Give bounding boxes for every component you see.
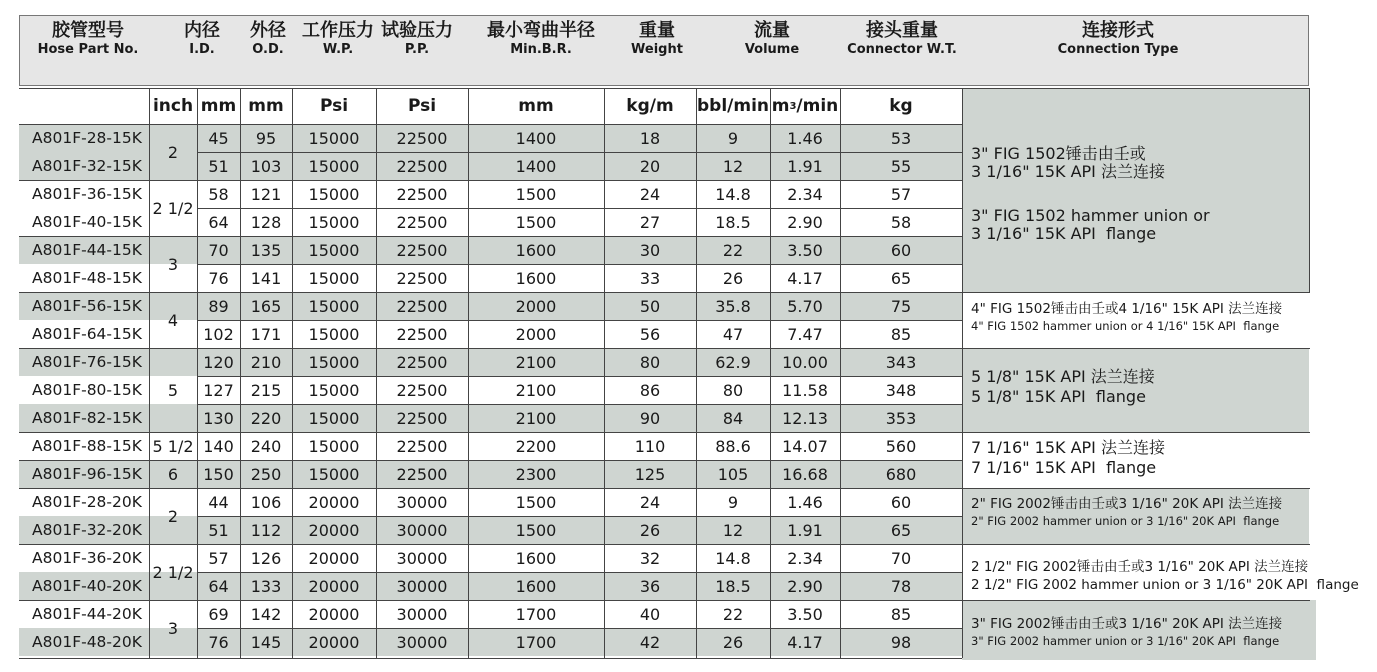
unit-label: bbl/min bbox=[696, 96, 770, 116]
header-cn: 胶管型号 bbox=[52, 20, 124, 41]
data-cell: 18.5 bbox=[715, 576, 751, 596]
data-cell: 2.34 bbox=[787, 548, 823, 568]
connection-en: 4" FIG 1502 hammer union or 4 1/16" 15K API flange bbox=[971, 318, 1280, 333]
connection-en: 7 1/16" 15K API flange bbox=[971, 458, 1157, 477]
grid-line bbox=[19, 488, 962, 489]
data-cell: 22500 bbox=[396, 156, 448, 176]
grid-line bbox=[292, 88, 293, 658]
data-cell: 15000 bbox=[308, 464, 360, 484]
connection-cn: 5 1/8" 15K API 法兰连接 bbox=[971, 367, 1155, 386]
grid-line bbox=[19, 600, 962, 601]
data-cell: 98 bbox=[890, 632, 912, 652]
grid-line bbox=[840, 88, 841, 658]
data-cell: 343 bbox=[885, 352, 917, 372]
data-cell: 2000 bbox=[515, 296, 557, 316]
inch-cell: 2 bbox=[167, 506, 179, 526]
data-cell: 15000 bbox=[308, 212, 360, 232]
header-cn: 接头重量 bbox=[866, 20, 938, 41]
data-cell: 57 bbox=[890, 184, 912, 204]
grid-line bbox=[1309, 88, 1310, 292]
part-number: A801F-96-15K bbox=[32, 465, 142, 483]
data-cell: 69 bbox=[208, 604, 229, 624]
unit-label: mm bbox=[518, 96, 554, 116]
data-cell: 11.58 bbox=[782, 380, 828, 400]
connection-band bbox=[962, 88, 1309, 292]
connection-cn: 3" FIG 1502锤击由壬或 3 1/16" 15K API 法兰连接 bbox=[971, 144, 1165, 181]
data-cell: 26 bbox=[639, 520, 661, 540]
data-cell: 125 bbox=[634, 464, 666, 484]
header-cn: 内径 bbox=[184, 20, 220, 41]
data-cell: 65 bbox=[890, 268, 912, 288]
data-cell: 15000 bbox=[308, 128, 360, 148]
data-cell: 1400 bbox=[515, 128, 557, 148]
grid-line bbox=[197, 208, 962, 209]
data-cell: 2.90 bbox=[787, 576, 823, 596]
data-cell: 15000 bbox=[308, 408, 360, 428]
data-cell: 5.70 bbox=[787, 296, 823, 316]
grid-line bbox=[468, 88, 469, 658]
data-cell: 22500 bbox=[396, 268, 448, 288]
grid-line bbox=[197, 264, 962, 265]
data-cell: 85 bbox=[890, 604, 912, 624]
data-cell: 22500 bbox=[396, 464, 448, 484]
grid-line bbox=[197, 152, 962, 153]
data-cell: 1600 bbox=[515, 268, 557, 288]
data-cell: 22 bbox=[722, 240, 744, 260]
data-cell: 20000 bbox=[308, 576, 360, 596]
part-number: A801F-40-15K bbox=[32, 213, 142, 231]
connection-cn: 7 1/16" 15K API 法兰连接 bbox=[971, 438, 1165, 457]
data-cell: 64 bbox=[208, 212, 229, 232]
data-cell: 15000 bbox=[308, 296, 360, 316]
data-cell: 20000 bbox=[308, 604, 360, 624]
data-cell: 56 bbox=[639, 324, 661, 344]
grid-line bbox=[197, 404, 962, 405]
data-cell: 57 bbox=[208, 548, 229, 568]
unit-label: Psi bbox=[319, 96, 349, 116]
header-cell bbox=[1018, 22, 1218, 56]
data-cell: 106 bbox=[250, 492, 282, 512]
data-cell: 50 bbox=[639, 296, 661, 316]
data-cell: 165 bbox=[250, 296, 282, 316]
part-number: A801F-48-20K bbox=[32, 633, 142, 651]
data-cell: 60 bbox=[890, 492, 912, 512]
header-cn: 试验压力 bbox=[381, 20, 453, 41]
header-cn: 重量 bbox=[639, 20, 675, 41]
data-cell: 12.13 bbox=[782, 408, 828, 428]
grid-line bbox=[376, 88, 377, 658]
data-cell: 2100 bbox=[515, 408, 557, 428]
data-cell: 22500 bbox=[396, 380, 448, 400]
data-cell: 30000 bbox=[396, 520, 448, 540]
data-cell: 86 bbox=[639, 380, 661, 400]
data-cell: 90 bbox=[639, 408, 661, 428]
part-number: A801F-64-15K bbox=[32, 325, 142, 343]
data-cell: 20000 bbox=[308, 520, 360, 540]
data-cell: 32 bbox=[639, 548, 661, 568]
data-cell: 140 bbox=[203, 436, 234, 456]
data-cell: 15000 bbox=[308, 156, 360, 176]
grid-line bbox=[19, 460, 962, 461]
data-cell: 127 bbox=[203, 380, 234, 400]
data-cell: 3.50 bbox=[787, 240, 823, 260]
data-cell: 24 bbox=[639, 184, 661, 204]
data-cell: 85 bbox=[890, 324, 912, 344]
grid-line bbox=[962, 292, 1310, 293]
data-cell: 15000 bbox=[308, 380, 360, 400]
data-cell: 12 bbox=[722, 156, 744, 176]
connection-en: 2 1/2" FIG 2002 hammer union or 3 1/16" 20K API flange bbox=[971, 576, 1359, 593]
unit-label: mm bbox=[248, 96, 284, 116]
data-cell: 680 bbox=[885, 464, 917, 484]
data-cell: 1600 bbox=[515, 576, 557, 596]
data-cell: 1.91 bbox=[787, 156, 823, 176]
data-cell: 62.9 bbox=[715, 352, 751, 372]
data-cell: 30000 bbox=[396, 604, 448, 624]
header-en: W.P. bbox=[322, 42, 354, 57]
grid-line bbox=[149, 88, 150, 658]
data-cell: 30 bbox=[639, 240, 661, 260]
grid-line bbox=[19, 180, 962, 181]
data-cell: 4.17 bbox=[787, 632, 823, 652]
data-cell: 30000 bbox=[396, 492, 448, 512]
data-cell: 22500 bbox=[396, 128, 448, 148]
part-number: A801F-82-15K bbox=[32, 409, 142, 427]
data-cell: 2.34 bbox=[787, 184, 823, 204]
data-cell: 12 bbox=[722, 520, 744, 540]
data-cell: 15000 bbox=[308, 184, 360, 204]
data-cell: 110 bbox=[634, 436, 666, 456]
part-number: A801F-56-15K bbox=[32, 297, 142, 315]
data-cell: 353 bbox=[885, 408, 917, 428]
header-en: O.D. bbox=[252, 42, 284, 57]
data-cell: 2000 bbox=[515, 324, 557, 344]
data-cell: 30000 bbox=[396, 576, 448, 596]
data-cell: 24 bbox=[639, 492, 661, 512]
data-cell: 36 bbox=[639, 576, 661, 596]
inch-cell: 3 bbox=[167, 254, 179, 274]
grid-line bbox=[19, 292, 962, 293]
data-cell: 210 bbox=[250, 352, 282, 372]
data-cell: 102 bbox=[203, 324, 234, 344]
part-number: A801F-40-20K bbox=[32, 577, 142, 595]
data-cell: 15000 bbox=[308, 268, 360, 288]
data-cell: 64 bbox=[208, 576, 229, 596]
data-cell: 22500 bbox=[396, 212, 448, 232]
data-cell: 80 bbox=[722, 380, 744, 400]
data-cell: 22 bbox=[722, 604, 744, 624]
data-cell: 58 bbox=[208, 184, 229, 204]
grid-line bbox=[962, 488, 1310, 489]
inch-cell: 2 bbox=[167, 142, 179, 162]
connection-en: 2" FIG 2002 hammer union or 3 1/16" 20K API flange bbox=[971, 513, 1280, 528]
grid-line bbox=[962, 348, 1310, 349]
inch-cell: 5 bbox=[167, 380, 179, 400]
data-cell: 33 bbox=[639, 268, 661, 288]
data-cell: 42 bbox=[639, 632, 661, 652]
data-cell: 70 bbox=[890, 548, 912, 568]
grid-line bbox=[19, 348, 962, 349]
data-cell: 2200 bbox=[515, 436, 557, 456]
grid-line bbox=[197, 516, 962, 517]
data-cell: 80 bbox=[639, 352, 661, 372]
grid-line bbox=[19, 88, 962, 89]
part-number: A801F-48-15K bbox=[32, 269, 142, 287]
grid-line bbox=[604, 88, 605, 658]
connection-en: 3" FIG 1502 hammer union or 3 1/16" 15K API flange bbox=[971, 206, 1210, 243]
part-number: A801F-28-15K bbox=[32, 129, 142, 147]
part-number: A801F-88-15K bbox=[32, 437, 142, 455]
data-cell: 103 bbox=[250, 156, 282, 176]
grid-line bbox=[19, 124, 962, 125]
data-cell: 9 bbox=[727, 492, 739, 512]
data-cell: 1.91 bbox=[787, 520, 823, 540]
header-en: Connector W.T. bbox=[847, 42, 957, 57]
data-cell: 171 bbox=[250, 324, 282, 344]
data-cell: 26 bbox=[722, 268, 744, 288]
data-cell: 20000 bbox=[308, 492, 360, 512]
unit-label: inch bbox=[152, 96, 194, 116]
part-number: A801F-44-15K bbox=[32, 241, 142, 259]
data-cell: 47 bbox=[722, 324, 744, 344]
inch-cell: 5 1/2 bbox=[152, 436, 194, 456]
connection-cn: 2" FIG 2002锤击由壬或3 1/16" 20K API 法兰连接 bbox=[971, 496, 1283, 512]
grid-line bbox=[770, 88, 771, 658]
unit-label bbox=[770, 88, 840, 124]
data-cell: 135 bbox=[250, 240, 282, 260]
data-cell: 1500 bbox=[515, 184, 557, 204]
data-cell: 133 bbox=[250, 576, 282, 596]
data-cell: 1.46 bbox=[787, 128, 823, 148]
data-cell: 51 bbox=[208, 156, 229, 176]
data-cell: 22500 bbox=[396, 436, 448, 456]
data-cell: 240 bbox=[250, 436, 282, 456]
data-cell: 22500 bbox=[396, 296, 448, 316]
part-number: A801F-76-15K bbox=[32, 353, 142, 371]
data-cell: 26 bbox=[722, 632, 744, 652]
grid-line bbox=[962, 432, 1310, 433]
data-cell: 53 bbox=[890, 128, 912, 148]
header-en: Weight bbox=[631, 42, 683, 57]
data-cell: 14.8 bbox=[715, 184, 751, 204]
data-cell: 9 bbox=[727, 128, 739, 148]
data-cell: 1600 bbox=[515, 240, 557, 260]
data-cell: 121 bbox=[250, 184, 282, 204]
data-cell: 76 bbox=[208, 632, 229, 652]
data-cell: 14.8 bbox=[715, 548, 751, 568]
data-cell: 1700 bbox=[515, 604, 557, 624]
header-cn: 流量 bbox=[754, 20, 790, 41]
data-cell: 76 bbox=[208, 268, 229, 288]
data-cell: 150 bbox=[203, 464, 234, 484]
data-cell: 2100 bbox=[515, 380, 557, 400]
inch-cell: 2 1/2 bbox=[152, 562, 194, 582]
data-cell: 16.68 bbox=[782, 464, 828, 484]
data-cell: 15000 bbox=[308, 240, 360, 260]
data-cell: 95 bbox=[255, 128, 277, 148]
grid-line bbox=[962, 88, 1310, 89]
header-cell bbox=[802, 22, 1002, 56]
connection-cn: 3" FIG 2002锤击由壬或3 1/16" 20K API 法兰连接 bbox=[971, 616, 1283, 632]
data-cell: 348 bbox=[885, 380, 917, 400]
header-cn: 连接形式 bbox=[1082, 20, 1154, 41]
data-cell: 45 bbox=[208, 128, 229, 148]
connection-en: 3" FIG 2002 hammer union or 3 1/16" 20K API flange bbox=[971, 633, 1280, 648]
data-cell: 58 bbox=[890, 212, 912, 232]
data-cell: 112 bbox=[250, 520, 282, 540]
data-cell: 128 bbox=[250, 212, 282, 232]
data-cell: 22500 bbox=[396, 408, 448, 428]
data-cell: 2300 bbox=[515, 464, 557, 484]
data-cell: 18.5 bbox=[715, 212, 751, 232]
header-en: I.D. bbox=[189, 42, 215, 57]
data-cell: 22500 bbox=[396, 184, 448, 204]
data-cell: 1500 bbox=[515, 212, 557, 232]
data-cell: 560 bbox=[885, 436, 917, 456]
data-cell: 220 bbox=[250, 408, 282, 428]
inch-cell: 6 bbox=[167, 464, 179, 484]
inch-cell: 3 bbox=[167, 618, 179, 638]
data-cell: 4.17 bbox=[787, 268, 823, 288]
unit-m: m bbox=[771, 96, 790, 116]
part-number: A801F-80-15K bbox=[32, 381, 142, 399]
data-cell: 1.46 bbox=[787, 492, 823, 512]
header-en: Hose Part No. bbox=[37, 42, 139, 57]
grid-line bbox=[240, 88, 241, 658]
data-cell: 65 bbox=[890, 520, 912, 540]
unit-label: kg/m bbox=[626, 96, 674, 116]
data-cell: 35.8 bbox=[715, 296, 751, 316]
data-cell: 15000 bbox=[308, 352, 360, 372]
data-cell: 2.90 bbox=[787, 212, 823, 232]
data-cell: 1700 bbox=[515, 632, 557, 652]
connection-en: 5 1/8" 15K API flange bbox=[971, 387, 1146, 406]
unit-superscript: 3 bbox=[789, 100, 797, 112]
header-en: Volume bbox=[744, 42, 800, 57]
grid-line bbox=[197, 376, 962, 377]
part-number: A801F-32-20K bbox=[32, 521, 142, 539]
grid-line bbox=[962, 544, 1310, 545]
header-en: Min.B.R. bbox=[510, 42, 572, 57]
part-number: A801F-44-20K bbox=[32, 605, 142, 623]
data-cell: 15000 bbox=[308, 324, 360, 344]
header-cn: 外径 bbox=[250, 20, 286, 41]
data-cell: 22500 bbox=[396, 240, 448, 260]
grid-line bbox=[197, 628, 962, 629]
data-cell: 14.07 bbox=[782, 436, 828, 456]
data-cell: 10.00 bbox=[782, 352, 828, 372]
connection-cn: 4" FIG 1502锤击由壬或4 1/16" 15K API 法兰连接 bbox=[971, 301, 1283, 317]
grid-line bbox=[19, 658, 962, 659]
data-cell: 3.50 bbox=[787, 604, 823, 624]
data-cell: 22500 bbox=[396, 324, 448, 344]
data-cell: 142 bbox=[250, 604, 282, 624]
data-cell: 141 bbox=[250, 268, 282, 288]
data-cell: 18 bbox=[639, 128, 661, 148]
grid-line bbox=[197, 320, 962, 321]
data-cell: 27 bbox=[639, 212, 661, 232]
part-number: A801F-32-15K bbox=[32, 157, 142, 175]
data-cell: 1500 bbox=[515, 492, 557, 512]
connection-cn: 2 1/2" FIG 2002锤击由壬或3 1/16" 20K API 法兰连接 bbox=[971, 559, 1309, 575]
unit-label: Psi bbox=[407, 96, 437, 116]
data-cell: 120 bbox=[203, 352, 234, 372]
part-number: A801F-36-20K bbox=[32, 549, 142, 567]
data-cell: 51 bbox=[208, 520, 229, 540]
data-cell: 250 bbox=[250, 464, 282, 484]
part-number: A801F-28-20K bbox=[32, 493, 142, 511]
grid-line bbox=[962, 88, 963, 658]
data-cell: 105 bbox=[717, 464, 749, 484]
data-cell: 40 bbox=[639, 604, 661, 624]
data-cell: 215 bbox=[250, 380, 282, 400]
data-cell: 88.6 bbox=[715, 436, 751, 456]
data-cell: 78 bbox=[890, 576, 912, 596]
header-cn: 最小弯曲半径 bbox=[487, 20, 595, 41]
data-cell: 145 bbox=[250, 632, 282, 652]
data-cell: 7.47 bbox=[787, 324, 823, 344]
data-cell: 1600 bbox=[515, 548, 557, 568]
data-cell: 89 bbox=[208, 296, 229, 316]
data-cell: 15000 bbox=[308, 436, 360, 456]
data-cell: 1400 bbox=[515, 156, 557, 176]
data-cell: 22500 bbox=[396, 352, 448, 372]
inch-cell: 2 1/2 bbox=[152, 198, 194, 218]
header-en: P.P. bbox=[404, 42, 430, 57]
part-number: A801F-36-15K bbox=[32, 185, 142, 203]
unit-per-min: /min bbox=[796, 96, 839, 116]
grid-line bbox=[696, 88, 697, 658]
grid-line bbox=[19, 544, 962, 545]
data-cell: 130 bbox=[203, 408, 234, 428]
data-cell: 70 bbox=[208, 240, 229, 260]
data-cell: 1500 bbox=[515, 520, 557, 540]
data-cell: 20000 bbox=[308, 548, 360, 568]
data-cell: 2100 bbox=[515, 352, 557, 372]
data-cell: 84 bbox=[722, 408, 744, 428]
unit-label: mm bbox=[200, 96, 237, 116]
data-cell: 126 bbox=[250, 548, 282, 568]
data-cell: 60 bbox=[890, 240, 912, 260]
data-cell: 30000 bbox=[396, 632, 448, 652]
data-cell: 30000 bbox=[396, 548, 448, 568]
header-cn: 工作压力 bbox=[302, 20, 374, 41]
data-cell: 20 bbox=[639, 156, 661, 176]
grid-line bbox=[962, 600, 1310, 601]
grid-line bbox=[197, 88, 198, 658]
data-cell: 55 bbox=[890, 156, 912, 176]
grid-line bbox=[197, 572, 962, 573]
grid-line bbox=[19, 432, 962, 433]
unit-label: kg bbox=[889, 96, 913, 116]
inch-cell: 4 bbox=[167, 310, 179, 330]
header-en: Connection Type bbox=[1057, 42, 1179, 57]
data-cell: 44 bbox=[208, 492, 229, 512]
data-cell: 75 bbox=[890, 296, 912, 316]
data-cell: 20000 bbox=[308, 632, 360, 652]
grid-line bbox=[19, 236, 962, 237]
